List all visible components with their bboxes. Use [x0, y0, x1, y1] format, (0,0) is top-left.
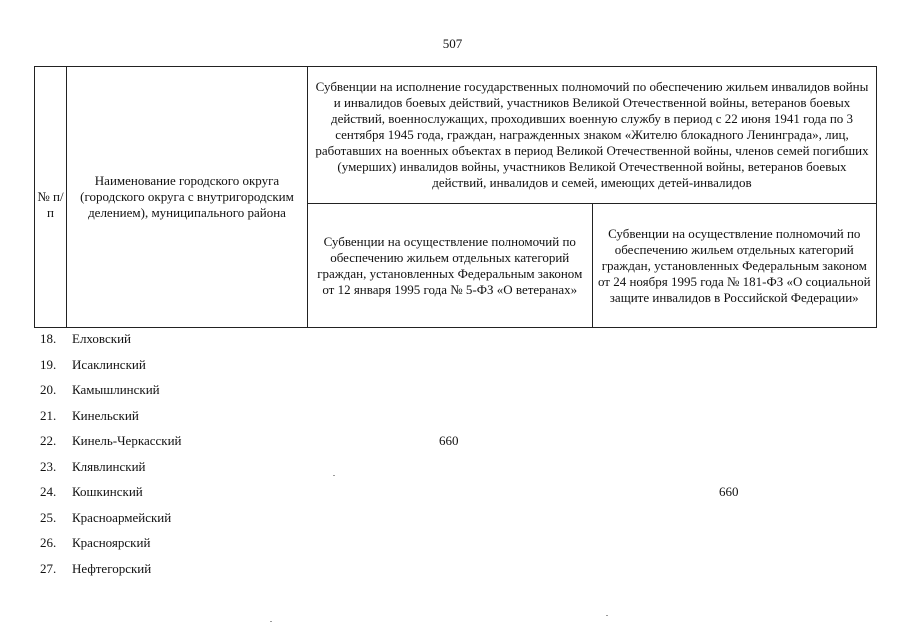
- row-number: 26.: [40, 535, 57, 550]
- table-row: [0, 507, 905, 533]
- table-row: [0, 354, 905, 380]
- row-district-name: Красноярский: [72, 535, 151, 550]
- row-district-name: Исаклинский: [72, 356, 146, 372]
- row-district-name: Красноармейский: [72, 509, 172, 525]
- table-body: [0, 328, 905, 583]
- table-row: [0, 328, 905, 354]
- row-number: 23.: [40, 458, 57, 474]
- row-number: 24.: [40, 484, 57, 499]
- header-subsidy-veterans-law: Субвенции на осуществление полномочий по обеспечению жильем отдельных категорий граждан, установленных Федеральным законом от 12 января 1995 года № 5-ФЗ «О ветеранах»: [308, 204, 593, 328]
- page-number: 507: [442, 36, 463, 51]
- row-number: 18.: [40, 331, 57, 346]
- row-value-veterans: 660: [439, 433, 459, 448]
- header-col-number: № п/п: [35, 67, 67, 328]
- row-number: 27.: [40, 560, 57, 576]
- row-district-name: Кинельский: [72, 407, 139, 423]
- scan-speck: [606, 615, 608, 616]
- table-row: [0, 456, 905, 482]
- header-col-name: Наименование городского округа (городского округа с внутригородским делением), муниципального района: [67, 67, 308, 328]
- table-header: [34, 66, 877, 328]
- row-district-name: Елховский: [72, 331, 131, 346]
- row-number: 20.: [40, 382, 57, 397]
- table-row: [0, 558, 905, 584]
- row-district-name: Клявлинский: [72, 458, 146, 474]
- scan-speck: [333, 475, 335, 476]
- scan-speck: [270, 621, 272, 622]
- row-value-disabled: 660: [719, 484, 739, 499]
- header-subsidies-title: Субвенции на исполнение государственных полномочий по обеспечению жильем инвалидов войны и инвалидов боевых действий, участников Великой Отечественной войны, ветеранов боевых действий, военнослужащих, проходивших военную службу в период с 22 июня 1941 года по 3 сентября 1945 года, граждан, награжденных знаком «Жителю блокадного Ленинграда», лиц, работавших на военных объектах в период Великой Отечественной войны, членов семей погибших (умерших) инвалидов войны, участников Великой Отечественной войны, ветеранов боевых действий, инвалидов и семей, имеющих детей-инвалидов: [308, 67, 877, 204]
- row-number: 19.: [40, 356, 57, 372]
- table-row: [0, 430, 905, 456]
- header-subsidy-disabled-law: Субвенции на осуществление полномочий по обеспечению жильем отдельных категорий граждан, установленных Федеральным законом от 24 ноября 1995 года № 181-ФЗ «О социальной защите инвалидов в Российской Федерации»: [592, 204, 877, 328]
- row-district-name: Камышлинский: [72, 382, 160, 397]
- row-number: 21.: [40, 407, 57, 423]
- row-number: 25.: [40, 509, 57, 525]
- row-district-name: Нефтегорский: [72, 560, 152, 576]
- row-district-name: Кинель-Черкасский: [72, 433, 182, 448]
- table-row: [0, 405, 905, 431]
- row-district-name: Кошкинский: [72, 484, 143, 499]
- table-row: [0, 481, 905, 507]
- table-row: [0, 532, 905, 558]
- row-number: 22.: [40, 433, 57, 448]
- table-row: [0, 379, 905, 405]
